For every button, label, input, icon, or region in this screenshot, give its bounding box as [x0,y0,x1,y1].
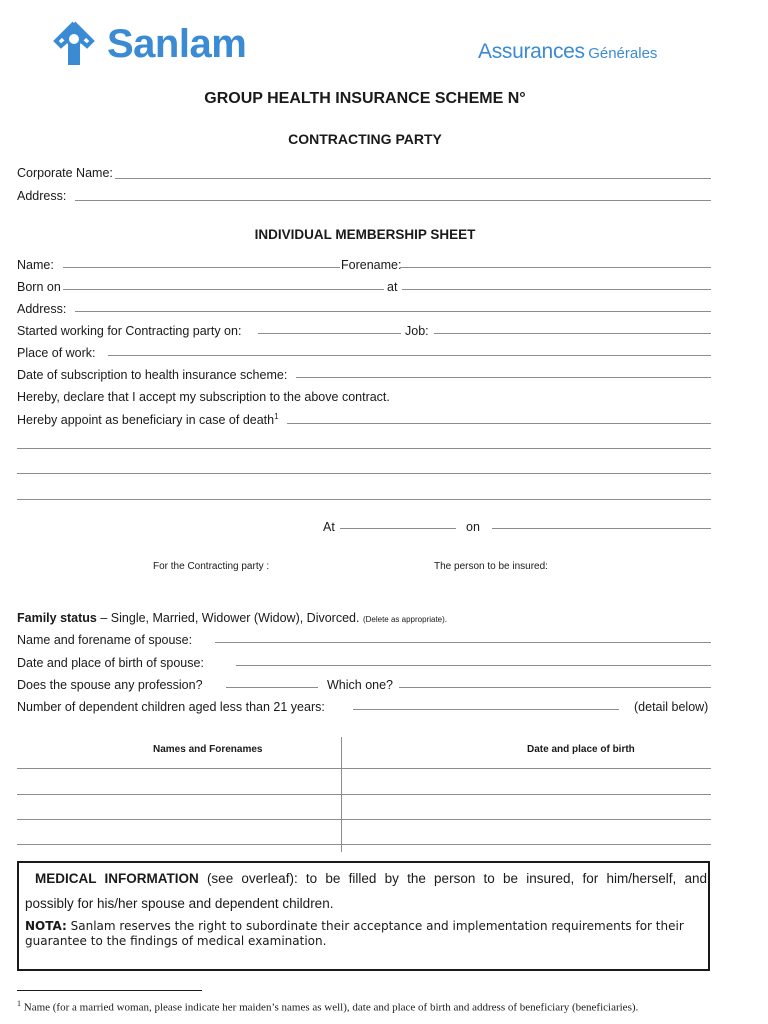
detail-below-label: (detail below) [634,700,709,714]
member-address-label: Address: [17,302,67,316]
footnote-mark: 1 [17,999,21,1008]
member-address-field[interactable] [75,311,711,312]
started-working-label: Started working for Contracting party on: [17,324,242,338]
contracting-address-field[interactable] [75,200,711,201]
children-count-label: Number of dependent children aged less than 21 years: [17,700,325,714]
beneficiary-field[interactable] [287,423,711,424]
signature-at-label: At [323,520,335,534]
table-header-birth: Date and place of birth [527,744,635,755]
brand-logo-text: Sanlam [107,22,247,66]
table-column-divider [341,737,342,852]
sub-brand-main: Assurances [478,40,585,63]
footnote-divider [17,990,202,991]
signature-on-label: on [466,520,480,534]
spouse-profession-label: Does the spouse any profession? [17,678,203,692]
medical-heading: MEDICAL INFORMATION [35,871,199,886]
family-status-options: – Single, Married, Widower (Widow), Divorced. [100,611,360,625]
subscription-date-field[interactable] [296,377,711,378]
medical-line-1-text: (see overleaf): to be filled by the person to be insured, for him/herself, and [206,871,707,886]
table-row[interactable] [17,794,711,795]
footnote [17,999,638,1014]
started-working-field[interactable] [258,333,401,334]
name-field[interactable] [63,267,340,268]
corporate-name-field[interactable] [115,178,711,179]
family-status-note: (Delete as appropriate). [362,615,448,624]
membership-heading: INDIVIDUAL MEMBERSHIP SHEET [254,227,476,242]
which-one-field[interactable] [399,687,711,688]
corporate-name-label: Corporate Name: [17,166,113,180]
place-of-work-label: Place of work: [17,346,96,360]
footnote-text: Name (for a married woman, please indicate her maiden’s names as well), date and place of birth and address of beneficiary (beneficiaries). [23,1001,639,1014]
insured-person-signature-label: The person to be insured: [434,561,548,572]
sub-brand [478,40,657,64]
medical-line-1 [35,871,707,886]
sanlam-logo-icon [53,21,95,67]
beneficiary-label-text: Hereby appoint as beneficiary in case of death [17,413,275,428]
forename-field[interactable] [400,267,711,268]
beneficiary-line-3[interactable] [17,473,711,474]
spouse-name-label: Name and forename of spouse: [17,633,193,647]
place-of-work-field[interactable] [108,355,711,356]
contracting-party-signature-label: For the Contracting party : [153,561,270,572]
job-label: Job: [405,324,429,338]
table-row[interactable] [17,768,711,769]
medical-info-box [17,861,710,971]
beneficiary-line-2[interactable] [17,448,711,449]
born-on-label: Born on [17,280,61,294]
form-title: GROUP HEALTH INSURANCE SCHEME N° [204,90,526,107]
beneficiary-footnote-mark: 1 [274,412,279,421]
name-label: Name: [17,258,54,272]
nota-label: NOTA: [25,919,67,933]
children-count-field[interactable] [353,709,619,710]
beneficiary-line-4[interactable] [17,499,711,500]
contracting-party-heading: CONTRACTING PARTY [288,131,442,147]
born-at-label: at [387,280,398,294]
forename-label: Forename: [341,258,402,272]
table-row[interactable] [17,819,711,820]
spouse-birth-label: Date and place of birth of spouse: [17,656,204,670]
born-on-field[interactable] [63,289,384,290]
spouse-profession-field[interactable] [226,687,318,688]
table-row[interactable] [17,844,711,845]
family-status-row [17,611,447,625]
contracting-address-label: Address: [17,189,67,203]
signature-date-field[interactable] [492,528,711,529]
medical-line-2: possibly for his/her spouse and dependent children. [25,896,334,911]
nota-text: Sanlam reserves the right to subordinate their acceptance and implementation requirements for their guarantee to the findings of medical examination. [25,919,684,948]
nota-paragraph [25,919,705,949]
born-at-field[interactable] [402,289,711,290]
job-field[interactable] [434,333,711,334]
subscription-date-label: Date of subscription to health insurance scheme: [17,368,288,382]
table-header-names: Names and Forenames [153,744,263,755]
signature-place-field[interactable] [340,528,456,529]
declaration-text: Hereby, declare that I accept my subscription to the above contract. [17,390,390,404]
which-one-label: Which one? [327,678,394,692]
family-status-label: Family status [17,611,97,625]
sub-brand-secondary: Générales [588,45,658,62]
spouse-name-field[interactable] [215,642,711,643]
beneficiary-label [17,412,279,427]
spouse-birth-field[interactable] [236,665,711,666]
